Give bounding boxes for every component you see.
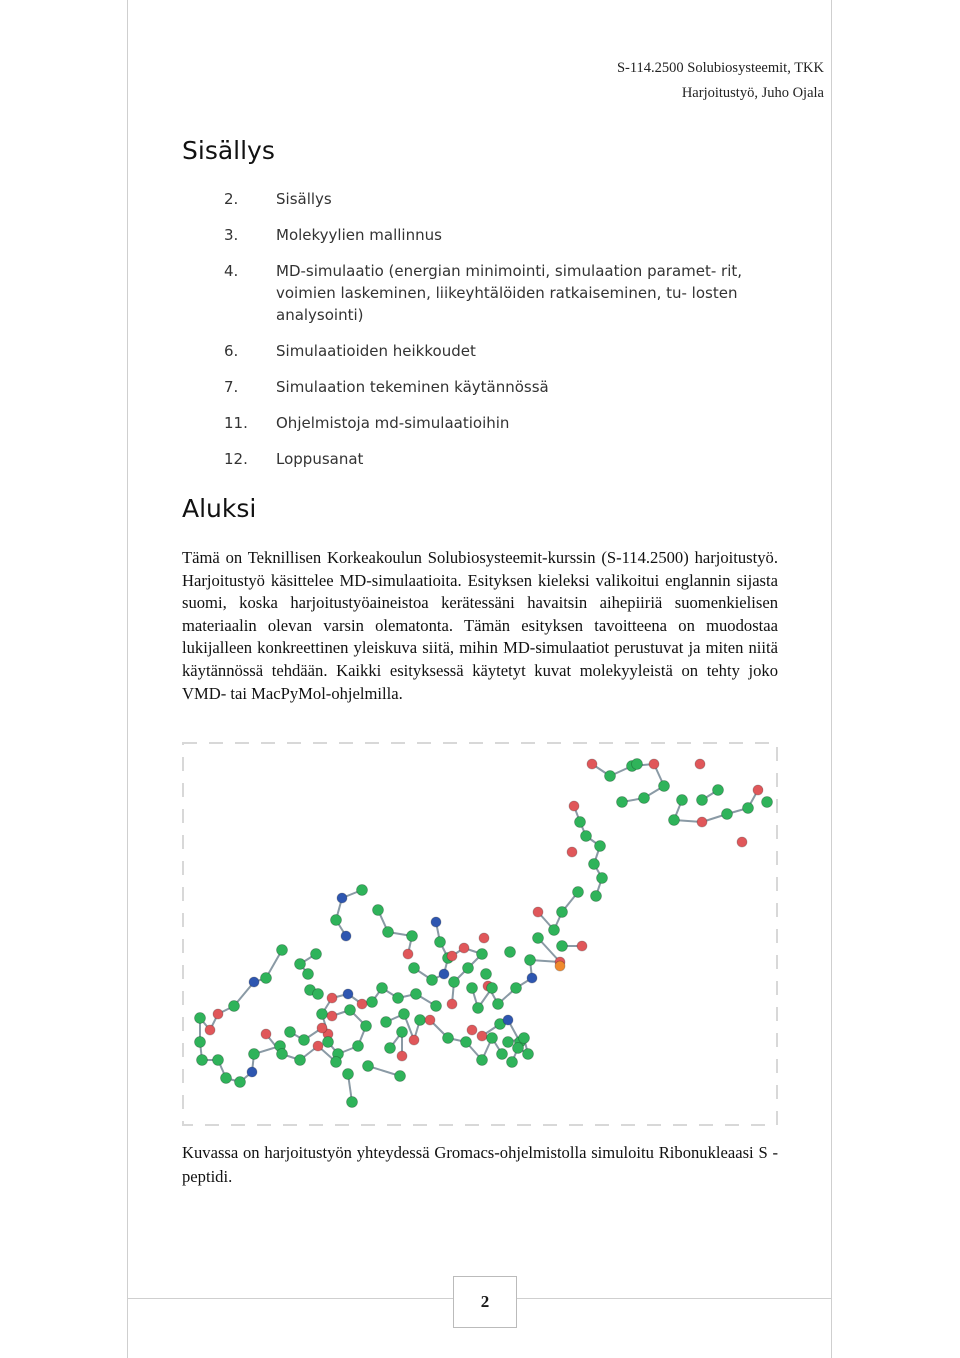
molecule-atom	[249, 1049, 260, 1060]
molecule-atom	[587, 759, 597, 769]
molecule-atom	[195, 1013, 206, 1024]
molecule-atom	[435, 937, 446, 948]
toc-item-label: MD-simulaatio (energian minimointi, simulaation paramet- rit, voimien laskeminen, liikeyhtälöiden ratkaiseminen, tu- losten analysointi)	[276, 262, 743, 324]
molecule-atom	[205, 1025, 215, 1035]
intro-paragraph: Tämä on Teknillisen Korkeakoulun Solubiosysteemit-kurssin (S-114.2500) harjoitustyö. Harjoitustyö käsittelee MD-simulaatioita. Esityksen kieleksi valikoitui englannin sijasta suomi, koska harjoitustyöaineistoa kerätessäni havaitsin aihepiiriä suomenkielisen materiaalin olevan varsin olematonta. Tämän esityksen tavoitteena on muodostaa lukijalleen konkreettinen yleiskuva siitä, mihin MD-simulaatiot perustuvat ja miten niitä käytännössä tehdään. Kaikki esityksessä käytetyt kuvat molekyyleistä on tehty joko VMD- tai MacPyMol-ohjelmilla.	[182, 548, 778, 703]
toc-item[interactable]	[224, 188, 794, 210]
toc-title: Sisällys	[182, 136, 275, 165]
molecule-atom	[449, 977, 460, 988]
molecule-atom	[677, 795, 688, 806]
molecule-atom	[589, 859, 600, 870]
molecule-atom	[523, 1049, 534, 1060]
molecule-atom	[343, 1069, 354, 1080]
molecule-atom	[357, 999, 367, 1009]
toc-item[interactable]	[224, 260, 766, 326]
molecule-atom	[503, 1015, 513, 1025]
molecule-atom	[557, 941, 568, 952]
molecule-atom	[463, 963, 474, 974]
molecule-atom	[409, 963, 420, 974]
molecule-atom	[331, 915, 342, 926]
molecule-atom	[221, 1073, 232, 1084]
molecule-atom	[431, 917, 441, 927]
toc-item[interactable]	[224, 448, 794, 470]
molecule-atom	[357, 885, 368, 896]
molecule-atom	[317, 1009, 328, 1020]
running-header	[617, 56, 824, 106]
toc-item-number: 3.	[224, 226, 239, 244]
molecule-atom	[285, 1027, 296, 1038]
molecule-atom	[343, 989, 353, 999]
molecule-atom	[533, 933, 544, 944]
molecule-atom	[569, 801, 579, 811]
molecule-atom	[505, 947, 516, 958]
molecule-atom	[345, 1005, 356, 1016]
molecule-atom	[487, 1033, 498, 1044]
molecule-atom	[461, 1037, 472, 1048]
molecule-atom	[213, 1055, 224, 1066]
molecule-atom	[361, 1021, 372, 1032]
molecule-atom	[487, 983, 498, 994]
molecule-atom	[317, 1023, 327, 1033]
molecule-atom	[743, 803, 754, 814]
molecule-atom	[533, 907, 543, 917]
molecule-atom	[595, 841, 606, 852]
molecule-atom	[229, 1001, 240, 1012]
figure-caption: Kuvassa on harjoitustyön yhteydessä Gromacs-ohjelmistolla simuloitu Ribonukleaasi S -peptidi.	[182, 1143, 778, 1186]
page-frame-right	[831, 0, 832, 1358]
molecule-atom	[632, 759, 643, 770]
toc-item-number: 2.	[224, 190, 239, 208]
molecule-atom	[443, 1033, 454, 1044]
molecule-atom	[513, 1043, 524, 1054]
molecule-image	[182, 742, 778, 1126]
molecule-atom	[303, 969, 314, 980]
molecule-atom	[367, 997, 378, 1008]
molecule-atom	[481, 969, 492, 980]
molecule-atom	[431, 1001, 442, 1012]
molecule-atom	[195, 1037, 206, 1048]
molecule-atom	[331, 1057, 342, 1068]
molecule-atom	[353, 1041, 364, 1052]
molecule-atom	[235, 1077, 246, 1088]
molecule-atom	[605, 771, 616, 782]
molecule-atom	[697, 795, 708, 806]
page-number-box	[453, 1276, 517, 1328]
molecule-atom	[737, 837, 747, 847]
molecule-atom	[247, 1067, 257, 1077]
molecule-atom	[411, 989, 422, 1000]
molecule-atom	[427, 975, 438, 986]
toc-item-label: Ohjelmistoja md-simulaatioihin	[276, 414, 510, 432]
molecule-atom	[327, 1011, 337, 1021]
toc-item[interactable]	[224, 412, 794, 434]
toc-item[interactable]	[224, 376, 794, 398]
molecule-atom	[659, 781, 670, 792]
molecule-atom	[762, 797, 773, 808]
molecule-atom	[591, 891, 602, 902]
molecule-atom	[447, 951, 457, 961]
molecule-atom	[573, 887, 584, 898]
molecule-atom	[409, 1035, 419, 1045]
molecule-atom	[407, 931, 418, 942]
molecule-atom	[415, 1015, 426, 1026]
toc-item[interactable]	[224, 340, 794, 362]
molecule-atom	[403, 949, 413, 959]
molecule-atom	[373, 905, 384, 916]
molecule-atom	[347, 1097, 358, 1108]
molecule-atom	[327, 993, 337, 1003]
molecule-atom	[527, 973, 537, 983]
molecule-atom	[459, 943, 469, 953]
molecule-atom	[597, 873, 608, 884]
molecule-atom	[697, 817, 707, 827]
molecule-atom	[277, 945, 288, 956]
molecule-atom	[381, 1017, 392, 1028]
molecule-atom	[261, 973, 272, 984]
toc-item-label: Sisällys	[276, 190, 332, 208]
molecule-atom	[337, 893, 347, 903]
molecule-atom	[617, 797, 628, 808]
molecule-atom	[249, 977, 259, 987]
molecule-atom	[519, 1033, 530, 1044]
toc-item-number: 4.	[224, 262, 239, 280]
molecule-atom	[313, 989, 324, 1000]
molecule-atom	[399, 1009, 410, 1020]
molecule-atom	[577, 941, 587, 951]
molecule-atom	[575, 817, 586, 828]
molecule-atom	[722, 809, 733, 820]
molecule-atom	[447, 999, 457, 1009]
molecule-atom	[395, 1071, 406, 1082]
header-course: S-114.2500 Solubiosysteemit, TKK	[616, 60, 824, 76]
molecule-atom	[425, 1015, 435, 1025]
molecule-atom	[439, 969, 449, 979]
molecule-atom	[549, 925, 560, 936]
molecule-atom	[567, 847, 577, 857]
molecule-atom	[639, 793, 650, 804]
molecule-atom	[385, 1043, 396, 1054]
molecule-atom	[753, 785, 763, 795]
molecule-atom	[197, 1055, 208, 1066]
page-frame-left	[127, 0, 128, 1358]
toc-item-number: 6.	[224, 342, 239, 360]
molecule-atom	[341, 931, 351, 941]
molecule-atom	[649, 759, 659, 769]
molecule-atom	[479, 933, 489, 943]
molecule-atom	[581, 831, 592, 842]
molecule-atom	[507, 1057, 518, 1068]
toc-item-number: 7.	[224, 378, 239, 396]
molecule-figure	[182, 742, 778, 1126]
molecule-atom	[467, 1025, 477, 1035]
molecule-atom	[669, 815, 680, 826]
toc-item-label: Simulaatioiden heikkoudet	[276, 342, 476, 360]
molecule-atom	[397, 1051, 407, 1061]
molecule-atom	[277, 1049, 288, 1060]
table-of-contents	[224, 188, 794, 484]
molecule-atom	[511, 983, 522, 994]
molecule-atom	[363, 1061, 374, 1072]
molecule-atom	[473, 1003, 484, 1014]
molecule-atom	[493, 999, 504, 1010]
molecule-atom	[467, 983, 478, 994]
molecule-atom	[477, 949, 488, 960]
molecule-atom	[383, 927, 394, 938]
molecule-atom	[397, 1027, 408, 1038]
toc-item-number: 12.	[224, 450, 248, 468]
molecule-atom	[299, 1035, 310, 1046]
molecule-atom	[695, 759, 705, 769]
molecule-atom	[377, 983, 388, 994]
molecule-atom	[525, 955, 536, 966]
molecule-atom	[261, 1029, 271, 1039]
molecule-atom	[313, 1041, 323, 1051]
molecule-atom	[477, 1031, 487, 1041]
molecule-atom	[323, 1037, 334, 1048]
section-title-aluksi: Aluksi	[182, 494, 257, 523]
molecule-atom	[555, 961, 565, 971]
molecule-atom	[393, 993, 404, 1004]
molecule-atom	[295, 1055, 306, 1066]
molecule-atom	[713, 785, 724, 796]
toc-item-label: Molekyylien mallinnus	[276, 226, 442, 244]
toc-item-label: Loppusanat	[276, 450, 364, 468]
molecule-atom	[295, 959, 306, 970]
toc-item-label: Simulaation tekeminen käytännössä	[276, 378, 549, 396]
header-author: Harjoitustyö, Juho Ojala	[681, 85, 824, 101]
molecule-atom	[311, 949, 322, 960]
figure-border	[183, 743, 777, 1125]
molecule-atom	[503, 1037, 514, 1048]
page-number: 2	[480, 1292, 490, 1311]
molecule-atom	[557, 907, 568, 918]
molecule-atom	[477, 1055, 488, 1066]
toc-item-number: 11.	[224, 414, 248, 432]
molecule-atom	[213, 1009, 223, 1019]
toc-item[interactable]	[224, 224, 794, 246]
molecule-atom	[497, 1049, 508, 1060]
